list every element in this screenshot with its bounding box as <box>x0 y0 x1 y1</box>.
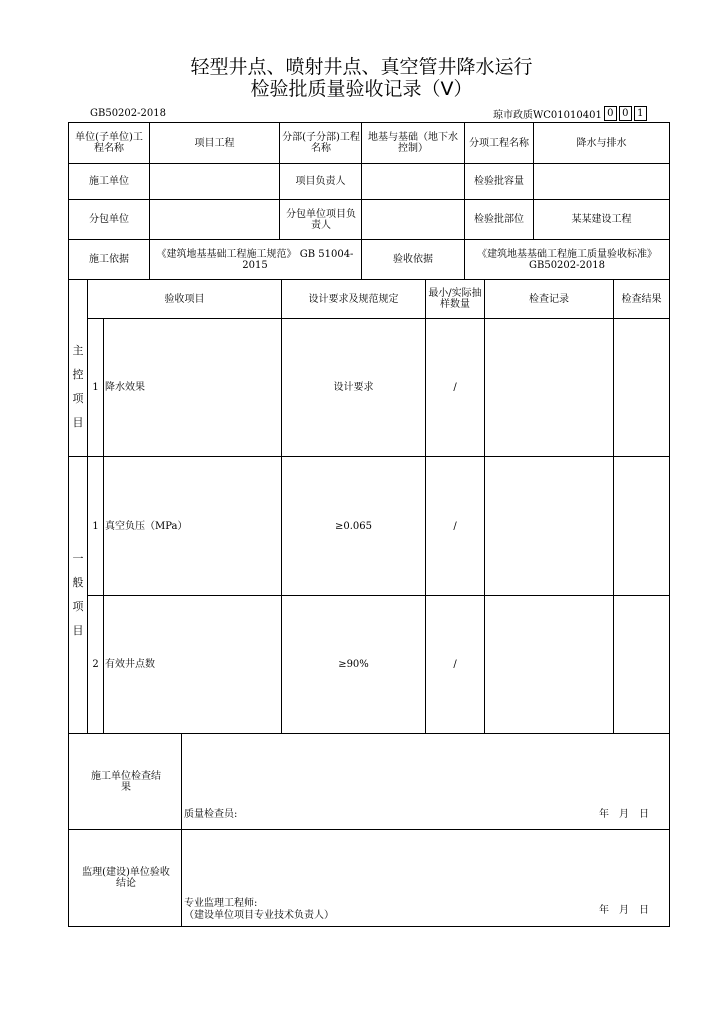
general-item-name: 有效井点数 <box>105 659 155 670</box>
col-header-item: 验收项目 <box>164 293 205 305</box>
project-manager-label: 项目负责人 <box>295 176 346 187</box>
general-item-name: 真空负压（MPa） <box>105 520 188 532</box>
subcontractor-value[interactable] <box>150 200 279 239</box>
unit-project-value[interactable]: 项目工程 <box>194 137 235 149</box>
code-digit-1[interactable]: 0 <box>604 106 617 121</box>
general-item-number: 1 <box>92 520 99 532</box>
main-item-design: 设计要求 <box>333 382 374 393</box>
form-code <box>493 106 647 121</box>
standard-number: GB50202-2018 <box>90 108 166 119</box>
main-item-result[interactable] <box>614 319 669 456</box>
general-item-record[interactable] <box>485 457 613 595</box>
owner-tech-lead-note: （建设单位项目专业技术负责人） <box>184 910 334 921</box>
general-item-sampling[interactable]: / <box>453 659 457 670</box>
acceptance-basis-value[interactable]: 《建筑地基基础工程施工质量验收标准》GB50202-2018 <box>477 248 657 271</box>
batch-location-value[interactable]: 某某建设工程 <box>571 214 632 225</box>
col-header-design: 设计要求及规范规定 <box>308 293 399 305</box>
batch-capacity-label: 检验批容量 <box>474 176 524 187</box>
acceptance-basis-label: 验收依据 <box>393 254 433 265</box>
sub-project-manager-label: 分包单位项目负责人 <box>286 208 356 231</box>
general-item-result[interactable] <box>614 457 669 595</box>
general-item-result[interactable] <box>614 596 669 733</box>
contractor-value[interactable] <box>150 164 279 199</box>
subitem-project-label: 分项工程名称 <box>469 137 529 149</box>
general-item-sampling[interactable]: / <box>453 520 457 532</box>
main-item-name: 降水效果 <box>105 382 145 393</box>
contractor-check-result-label: 施工单位检查结果 <box>91 770 161 793</box>
supervisor-conclusion-area[interactable] <box>182 830 669 894</box>
subitem-project-value[interactable]: 降水与排水 <box>576 137 627 149</box>
main-control-label: 主 控 项 目 <box>72 344 84 429</box>
batch-capacity-value[interactable] <box>534 164 669 199</box>
contractor-label: 施工单位 <box>89 176 129 187</box>
code-digit-3[interactable]: 1 <box>634 106 647 121</box>
contractor-date: 年 月 日 <box>599 809 649 820</box>
general-items-label: 一 般 项 目 <box>72 552 84 637</box>
inspection-form-table <box>68 122 670 927</box>
form-title-line2: 检验批质量验收记录（Ⅴ） <box>250 78 473 100</box>
main-item-record[interactable] <box>485 319 613 456</box>
form-code-prefix: 琼市政质WC01010401 <box>493 110 602 121</box>
code-digit-2[interactable]: 0 <box>619 106 632 121</box>
supervisor-date: 年 月 日 <box>599 905 649 916</box>
unit-project-label: 单位(子单位)工程名称 <box>75 132 143 154</box>
division-project-value[interactable]: 地基与基础（地下水控制） <box>368 132 458 154</box>
general-item-design: ≥90% <box>338 659 369 670</box>
main-item-number: 1 <box>92 382 99 393</box>
col-header-sampling: 最小/实际抽样数量 <box>428 288 482 310</box>
contractor-check-result-area[interactable] <box>182 734 669 804</box>
main-item-sampling[interactable]: / <box>453 382 457 393</box>
general-item-design: ≥0.065 <box>334 520 372 532</box>
form-title-line1: 轻型井点、喷射井点、真空管井降水运行 <box>190 56 533 78</box>
col-header-record: 检查记录 <box>529 293 569 305</box>
construction-basis-value[interactable]: 《建筑地基基础工程施工规范》 GB 51004-2015 <box>156 248 354 271</box>
col-header-result: 检查结果 <box>621 293 662 305</box>
batch-location-label: 检验批部位 <box>474 214 524 225</box>
supervisor-conclusion-label: 监理(建设)单位验收结论 <box>82 867 170 889</box>
quality-inspector-label: 质量检查员: <box>184 809 238 820</box>
general-item-record[interactable] <box>485 596 613 733</box>
project-manager-value[interactable] <box>362 164 464 199</box>
general-item-number: 2 <box>92 659 99 670</box>
supervising-engineer-label: 专业监理工程师: <box>184 898 258 909</box>
division-project-label: 分部(子分部)工程名称 <box>282 132 360 154</box>
subcontractor-label: 分包单位 <box>89 214 129 225</box>
sub-project-manager-value[interactable] <box>362 200 464 239</box>
construction-basis-label: 施工依据 <box>89 254 129 265</box>
